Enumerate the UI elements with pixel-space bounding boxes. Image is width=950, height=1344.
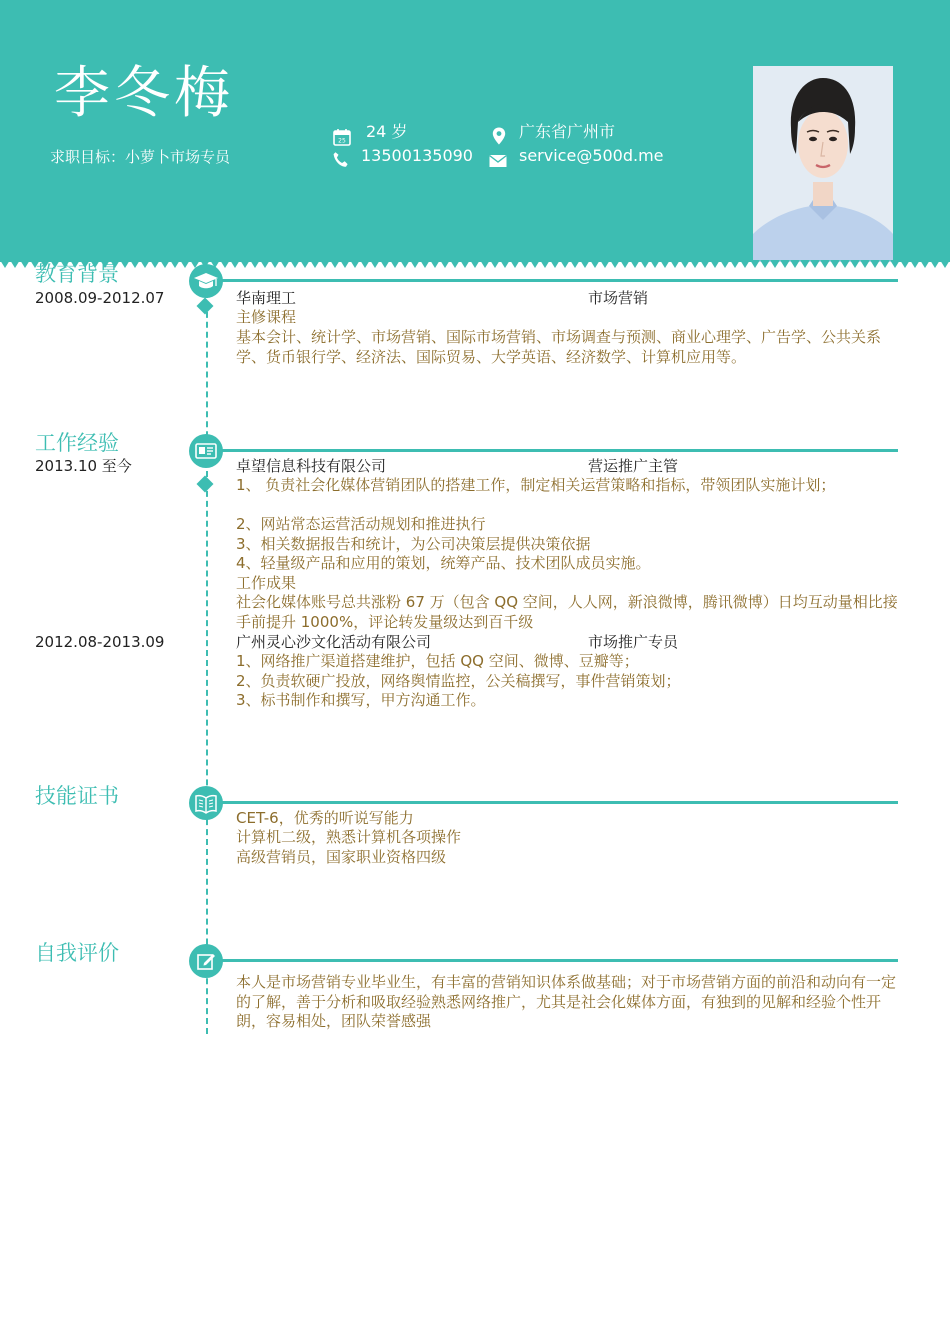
education-title: 教育背景 (35, 262, 119, 286)
skills-badge (189, 786, 223, 820)
job-date: 2013.10 至今 (35, 457, 132, 475)
self-evaluation-text: 本人是市场营销专业毕业生，有丰富的营销知识体系做基础；对于市场营销方面的前沿和动向有一定的了解，善于分析和吸取经验熟悉网络推广，尤其是社会化媒体方面，有独到的见解和经验个性开朗，容易相处，团队荣誉感强 (236, 973, 897, 1031)
timeline-line (206, 282, 208, 1034)
resume-header (0, 0, 950, 262)
courses-text: 基本会计、统计学、市场营销、国际市场营销、市场调查与预测、商业心理学、广告学、公共关系学、货币银行学、经济法、国际贸易、大学英语、经济数学、计算机应用等。 (236, 328, 882, 366)
job-duty: 3、标书制作和撰写，甲方沟通工作。 (236, 691, 486, 709)
education-badge (189, 264, 223, 298)
achievement-text: 社会化媒体账号总共涨粉 67 万（包含 QQ 空间，人人网，新浪微博，腾讯微博）日均互动量相比接手前提升 1000%，评论转发量级达到百千级 (236, 593, 898, 631)
company-name: 广州灵心沙文化活动有限公司 (236, 633, 432, 651)
candidate-name: 李冬梅 (54, 61, 234, 126)
phone: 13500135090 (361, 146, 473, 165)
phone-icon (331, 150, 351, 170)
job-duty: 2、负责软硬广投放，网络舆情监控，公关稿撰写，事件营销策划； (236, 672, 681, 690)
achievement-label: 工作成果 (236, 574, 297, 592)
id-card-icon (189, 434, 223, 468)
job-role: 营运推广主管 (588, 457, 679, 475)
profile-photo (753, 66, 893, 262)
self-evaluation-divider (218, 959, 898, 962)
self-evaluation-badge (189, 944, 223, 978)
skill-item: CET-6，优秀的听说写能力 (236, 809, 414, 827)
major-name: 市场营销 (588, 289, 649, 307)
age: 24 岁 (366, 122, 408, 141)
education-divider (218, 279, 898, 282)
job-role: 市场推广专员 (588, 633, 679, 651)
timeline-marker (197, 476, 214, 493)
calendar-icon (332, 127, 352, 147)
work-badge (189, 434, 223, 468)
job-duty: 2、网站常态运营活动规划和推进执行 (236, 515, 486, 533)
job-duty: 1、网络推广渠道搭建维护，包括 QQ 空间、微博、豆瓣等； (236, 652, 639, 670)
job-duty: 3、相关数据报告和统计，为公司决策层提供决策依据 (236, 535, 591, 553)
location-icon (489, 126, 509, 146)
timeline-marker (197, 298, 214, 315)
education-date: 2008.09-2012.07 (35, 289, 165, 307)
edit-icon (189, 944, 223, 978)
location: 广东省广州市 (519, 122, 616, 141)
calendar-day: 25 (338, 137, 346, 145)
job-date: 2012.08-2013.09 (35, 633, 165, 651)
book-icon (189, 786, 223, 820)
self-evaluation-title: 自我评价 (35, 941, 119, 965)
courses-label: 主修课程 (236, 308, 297, 326)
mail-icon (488, 151, 508, 171)
work-divider (218, 449, 898, 452)
skills-divider (218, 801, 898, 804)
email: service@500d.me (519, 146, 664, 165)
work-title: 工作经验 (35, 431, 119, 455)
skill-item: 高级营销员，国家职业资格四级 (236, 848, 447, 866)
job-objective: 求职目标：小萝卜市场专员 (50, 148, 231, 166)
graduation-cap-icon (189, 264, 223, 298)
skill-item: 计算机二级，熟悉计算机各项操作 (236, 828, 462, 846)
company-name: 卓望信息科技有限公司 (236, 457, 387, 475)
zigzag-divider (0, 260, 950, 272)
job-duty: 4、轻量级产品和应用的策划，统筹产品、技术团队成员实施。 (236, 554, 651, 572)
school-name: 华南理工 (236, 289, 297, 307)
skills-title: 技能证书 (35, 784, 119, 808)
job-duty: 1、 负责社会化媒体营销团队的搭建工作，制定相关运营策略和指标，带领团队实施计划； (236, 476, 836, 494)
